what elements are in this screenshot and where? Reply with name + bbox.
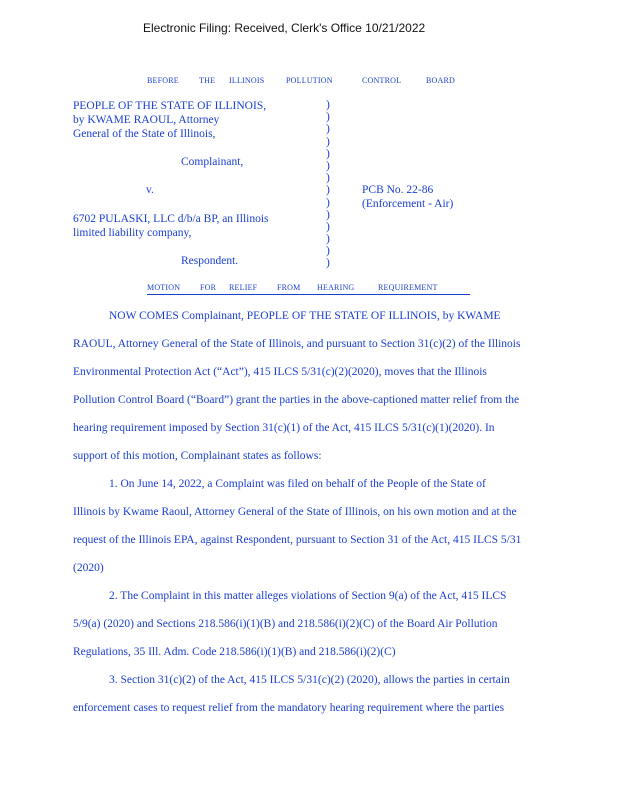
heading-word: CONTROL [362,76,402,85]
title-word: FOR [200,283,217,292]
caption-parens [326,99,330,270]
body-line: Pollution Control Board (“Board”) grant the parties in the above-captioned matter relief from the [73,394,520,406]
paren: ) [326,147,330,160]
title-word: MOTION [147,283,181,292]
title-word: REQUIREMENT [378,283,438,292]
plaintiff-line: by KWAME RAOUL, Attorney [73,114,220,126]
paren: ) [326,111,330,124]
defendant-line: limited liability company, [73,227,192,239]
versus: v. [146,184,154,196]
defendant-role: Respondent. [181,255,239,267]
heading-word: THE [199,76,216,85]
heading-word: BEFORE [147,76,179,85]
paren: ) [326,123,330,136]
paren: ) [326,257,330,270]
body-line: Regulations, 35 Ill. Adm. Code 218.586(i)(1)(B) and 218.586(i)(2)(C) [73,646,396,658]
title-word: HEARING [317,283,355,292]
paren: ) [326,184,330,197]
body-line: 1. On June 14, 2022, a Complaint was filed on behalf of the People of the State of [109,478,486,490]
title-word: FROM [277,283,301,292]
body-line: request of the Illinois EPA, against Respondent, pursuant to Section 31 of the Act, 415 ILCS 5/31 [73,534,522,546]
body-line: Environmental Protection Act (“Act”), 415 ILCS 5/31(c)(2)(2020), moves that the Illinois [73,366,487,378]
paren: ) [326,172,330,185]
paren: ) [326,196,330,209]
paren: ) [326,208,330,221]
filing-stamp: Electronic Filing: Received, Clerk's Office 10/21/2022 [143,21,426,35]
paren: ) [326,233,330,246]
body-line: enforcement cases to request relief from the mandatory hearing requirement where the parties [73,702,505,714]
motion-title [147,283,470,295]
body-line: 2. The Complaint in this matter alleges violations of Section 9(a) of the Act, 415 ILCS [109,590,507,602]
plaintiff-line: General of the State of Illinois, [73,128,216,140]
heading-word: ILLINOIS [229,76,265,85]
body-line: NOW COMES Complainant, PEOPLE OF THE STATE OF ILLINOIS, by KWAME [109,310,501,322]
paren: ) [326,245,330,258]
body-line: Illinois by Kwame Raoul, Attorney General of the State of Illinois, on his own motion and at the [73,506,517,518]
paren: ) [326,220,330,233]
defendant-line: 6702 PULASKI, LLC d/b/a BP, an Illinois [73,213,269,225]
body-line: RAOUL, Attorney General of the State of Illinois, and pursuant to Section 31(c)(2) of the Illinois [73,338,521,350]
body-line: 5/9(a) (2020) and Sections 218.586(i)(1)(B) and 218.586(i)(2)(C) of the Board Air Pollution [73,618,498,630]
plaintiff-line: PEOPLE OF THE STATE OF ILLINOIS, [73,100,267,112]
body-line: 3. Section 31(c)(2) of the Act, 415 ILCS 5/31(c)(2) (2020), allows the parties in certain [109,674,510,686]
case-type: (Enforcement - Air) [362,198,454,210]
body-line: support of this motion, Complainant states as follows: [73,450,322,462]
case-number: PCB No. 22-86 [362,184,434,196]
body-line: hearing requirement imposed by Section 31(c)(1) of the Act, 415 ILCS 5/31(c)(1)(2020). In [73,422,495,434]
body-line: (2020) [73,562,104,574]
title-word: RELIEF [229,283,258,292]
heading-word: POLLUTION [286,76,333,85]
paren: ) [326,99,330,111]
paren: ) [326,159,330,172]
heading-word: BOARD [426,76,456,85]
plaintiff-role: Complainant, [181,156,244,168]
paren: ) [326,135,330,148]
